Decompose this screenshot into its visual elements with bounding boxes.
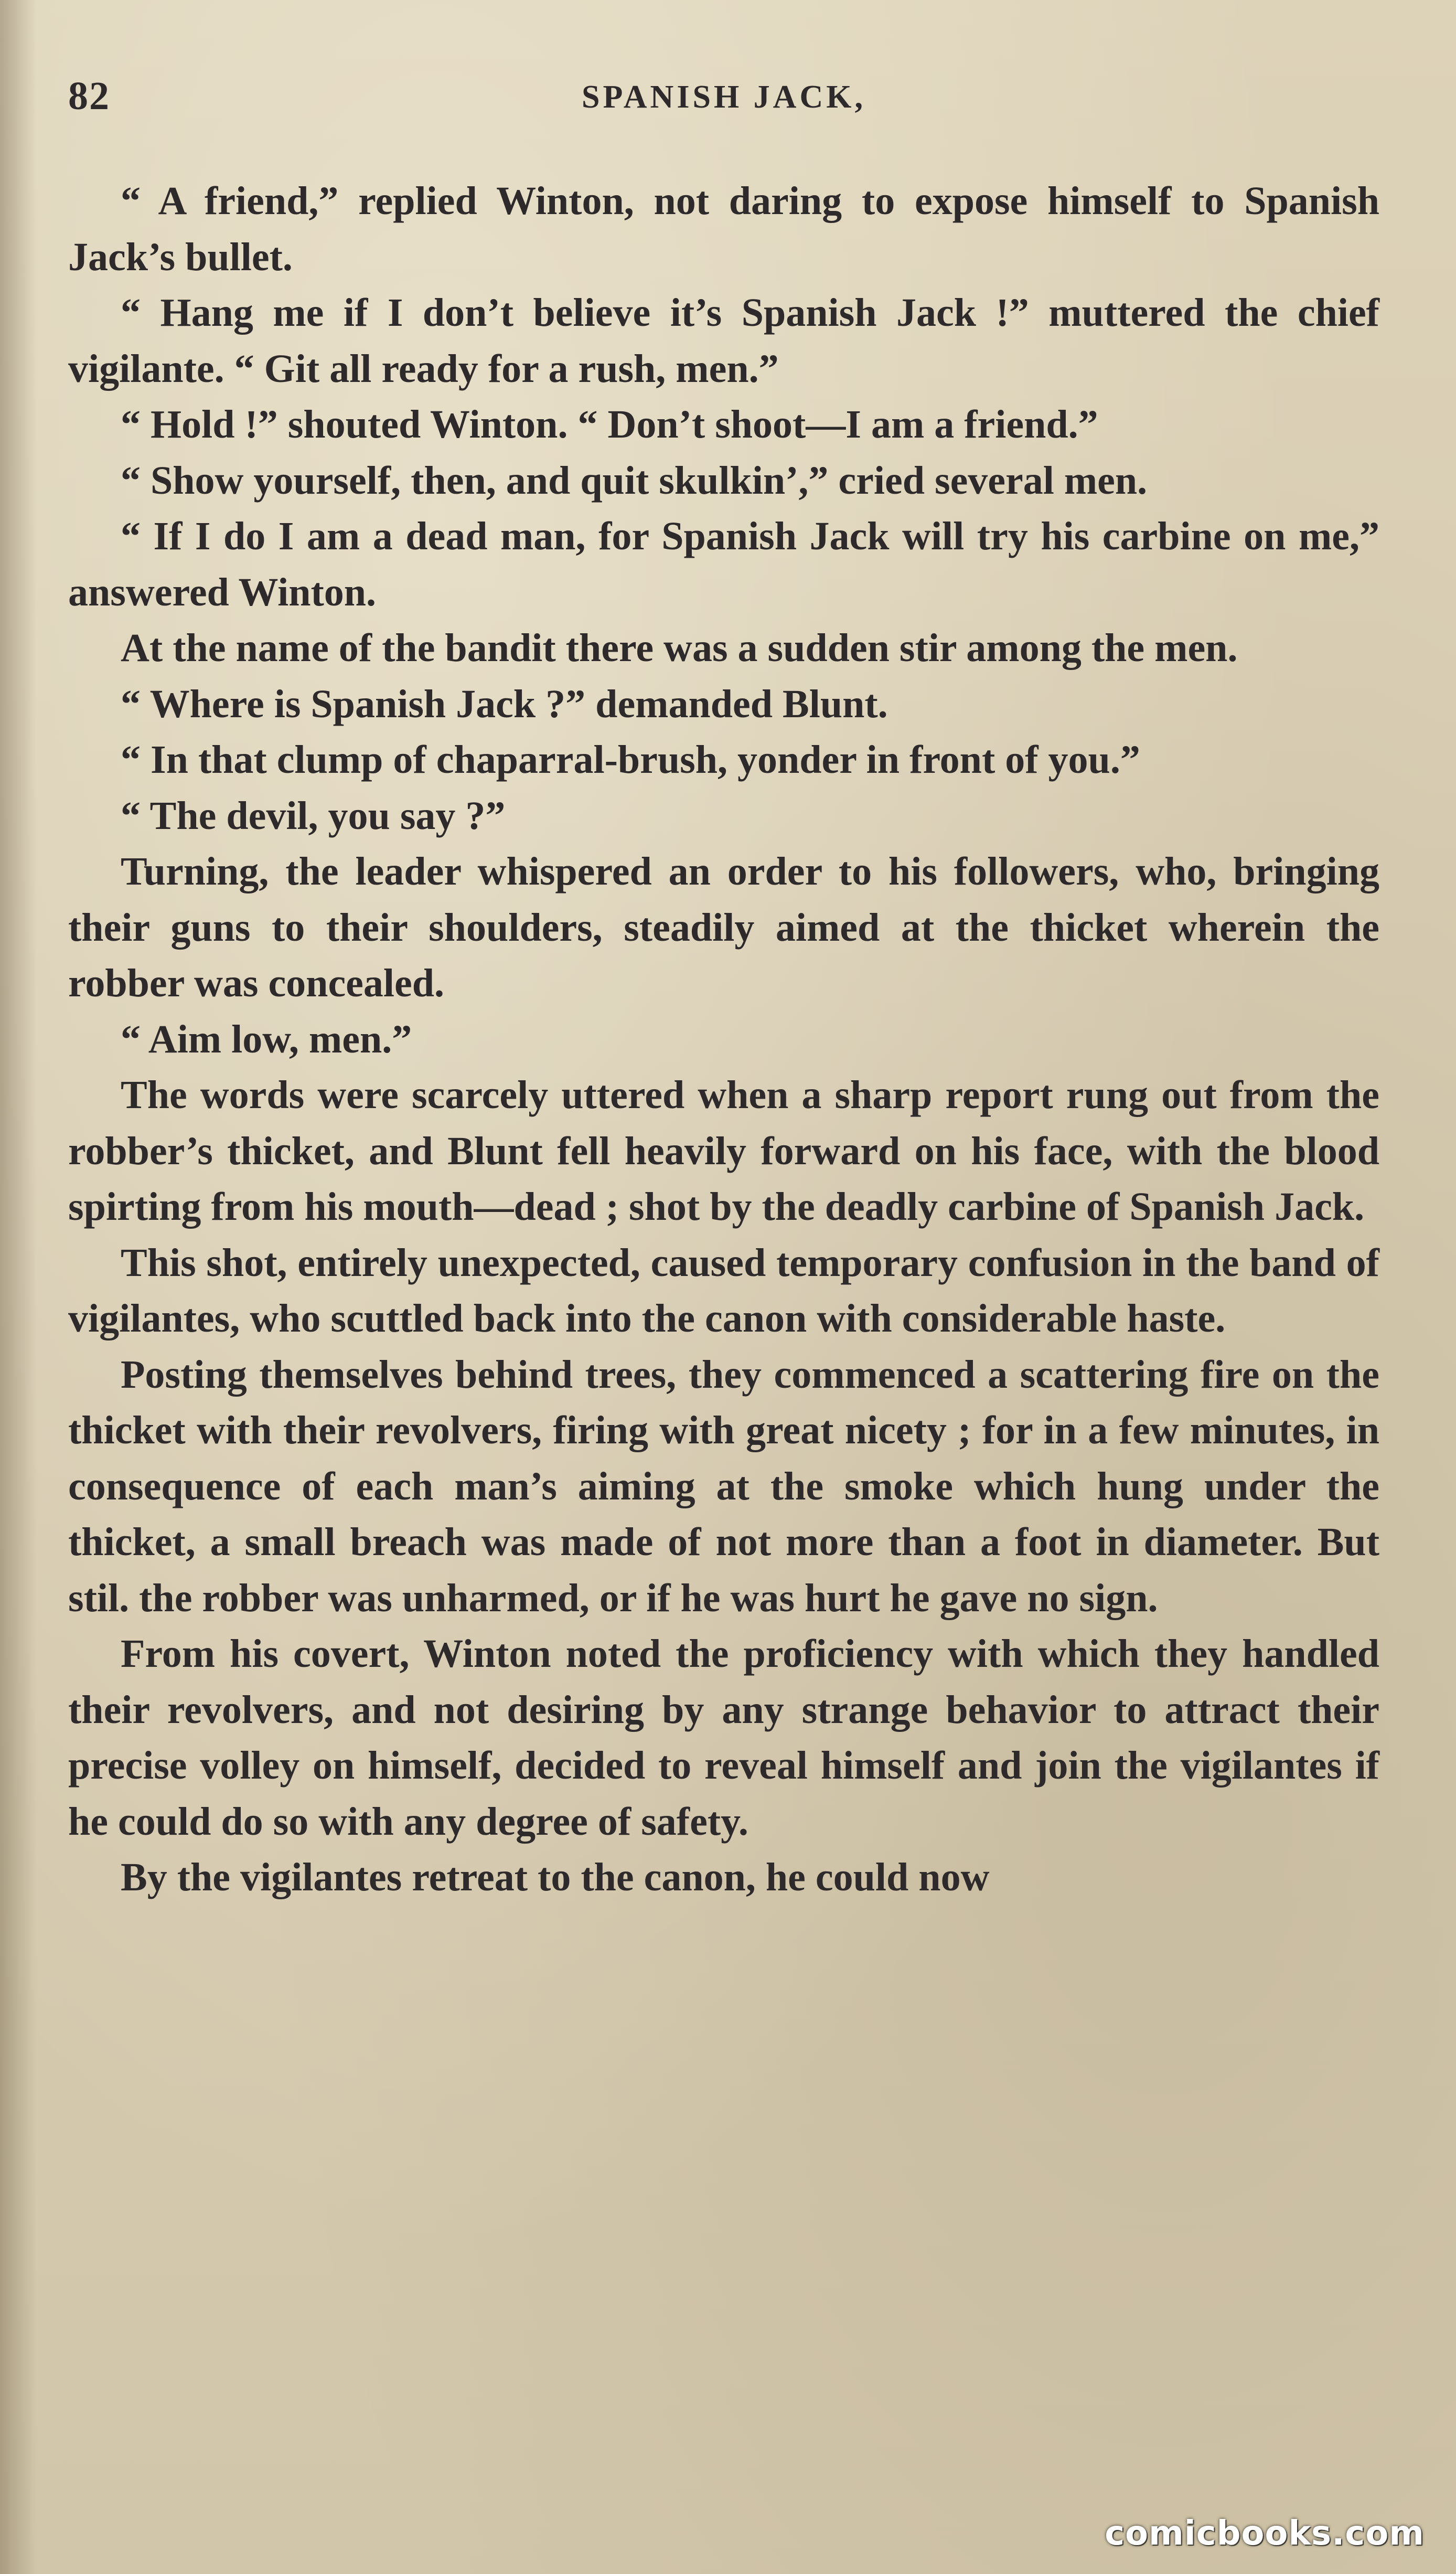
paragraph: Posting themselves behind trees, they commenced a scattering fire on the thicket with their revolvers, firing with great nicety ; for in a few minutes, in consequence of each man’s aiming at the smoke which hung under the thicket, a small breach was made of not more than a foot in diameter. But stil. the robber was unharmed, or if he was hurt he gave no sign. — [68, 1352, 1379, 1620]
paragraph: “ Show yourself, then, and quit skulkin’,” cried several men. — [121, 458, 1148, 503]
paragraph: By the vigilantes retreat to the canon, he could now — [121, 1855, 990, 1899]
body-text — [68, 173, 1379, 1906]
running-head: SPANISH JACK, — [582, 79, 866, 115]
paragraph: “ Aim low, men.” — [121, 1017, 412, 1061]
paragraph: “ A friend,” replied Winton, not daring to expose himself to Spanish Jack’s bullet. — [68, 179, 1379, 279]
paragraph: Turning, the leader whispered an order to his followers, who, bringing their guns to their shoulders, steadily aimed at the thicket wherein the robber was concealed. — [68, 849, 1379, 1005]
page-gutter-shadow — [0, 0, 37, 2574]
paragraph: “ Hold !” shouted Winton. “ Don’t shoot—I am a friend.” — [121, 402, 1098, 446]
paragraph: At the name of the bandit there was a sudden stir among the men. — [121, 626, 1238, 670]
page-number: 82 — [68, 74, 110, 118]
paragraph: “ The devil, you say ?” — [121, 793, 506, 838]
watermark: comicbooks.com — [1105, 2514, 1425, 2553]
paragraph: “ If I do I am a dead man, for Spanish Jack will try his carbine on me,” answered Winton. — [68, 514, 1379, 614]
paragraph: “ Where is Spanish Jack ?” demanded Blunt. — [121, 682, 888, 726]
paragraph: From his covert, Winton noted the proficiency with which they handled their revolvers, and not desiring by any strange behavior to attract their precise volley on himself, decided to reveal himself and join the vigilantes if he could do so with any degree of safety. — [68, 1632, 1379, 1844]
paragraph: The words were scarcely uttered when a sharp report rung out from the robber’s thicket, and Blunt fell heavily forward on his face, with the blood spirting from his mouth—dead ; shot by the deadly carbine of Spanish Jack. — [68, 1073, 1379, 1229]
paragraph: “ In that clump of chaparral-brush, yonder in front of you.” — [121, 738, 1140, 782]
page-header — [68, 73, 1379, 121]
paragraph: This shot, entirely unexpected, caused temporary confusion in the band of vigilantes, who scuttled back into the canon with considerable haste. — [68, 1240, 1379, 1341]
paragraph: “ Hang me if I don’t believe it’s Spanish Jack !” muttered the chief vigilante. “ Git all ready for a rush, men.” — [68, 291, 1379, 391]
